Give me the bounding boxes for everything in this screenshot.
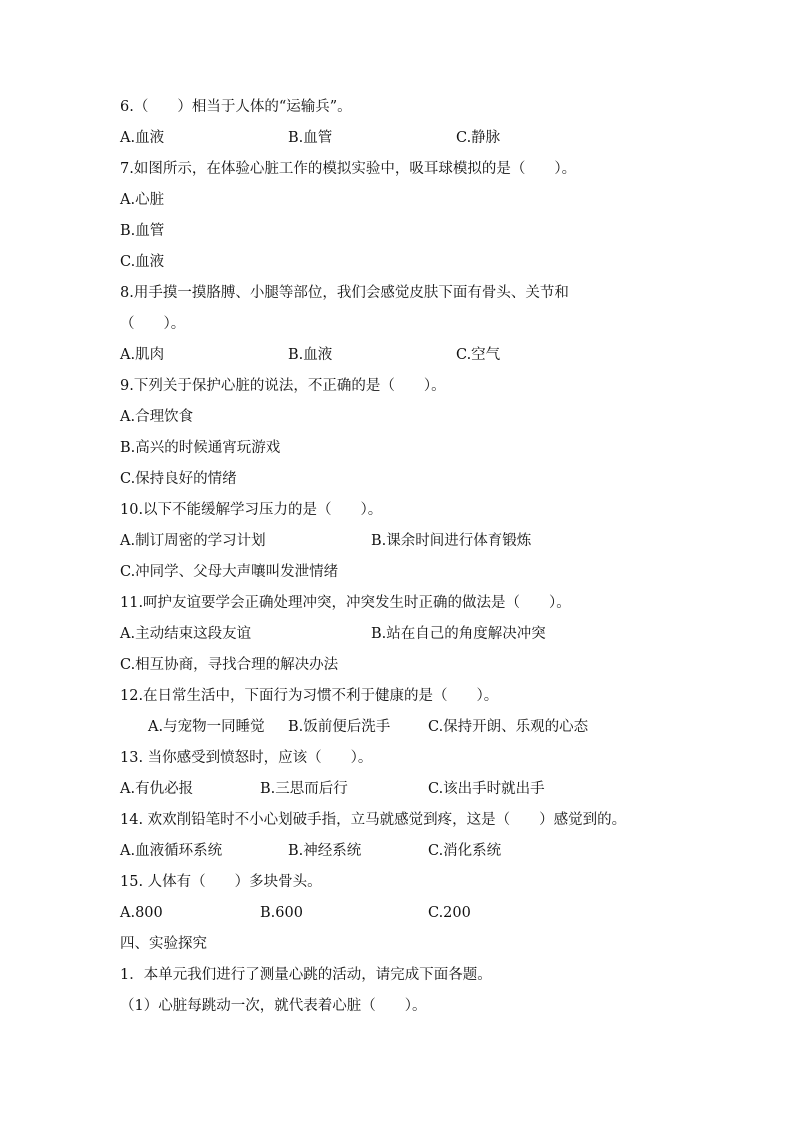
q9-stem: 9.下列关于保护心脏的说法，不正确的是（ ）。	[120, 378, 446, 394]
q13-option-b: B.三思而后行	[260, 781, 348, 797]
q11-option-c: C.相互协商，寻找合理的解决办法	[120, 657, 339, 673]
q10-option-a: A.制订周密的学习计划	[120, 533, 266, 549]
q11-option-a: A.主动结束这段友谊	[120, 626, 252, 642]
q10-option-c: C.冲同学、父母大声嚷叫发泄情绪	[120, 564, 339, 580]
experiment-q1: 1．本单元我们进行了测量心跳的活动，请完成下面各题。	[120, 967, 492, 983]
q7-option-c: C.血液	[120, 254, 165, 270]
q15-stem: 15. 人体有（ ）多块骨头。	[120, 874, 322, 890]
q9-option-a: A.合理饮食	[120, 409, 194, 425]
q9-option-c: C.保持良好的情绪	[120, 471, 237, 487]
q11-option-b: B.站在自己的角度解决冲突	[371, 626, 546, 642]
q6-option-b: B.血管	[288, 130, 333, 146]
q12-stem: 12.在日常生活中，下面行为习惯不利于健康的是（ ）。	[120, 688, 499, 704]
experiment-q1-part1: （1）心脏每跳动一次，就代表着心脏（ ）。	[120, 998, 427, 1014]
q8-option-a: A.肌肉	[120, 347, 165, 363]
q10-stem: 10.以下不能缓解学习压力的是（ ）。	[120, 502, 383, 518]
q12-option-a: A.与宠物一同睡觉	[148, 719, 265, 735]
q6-option-a: A.血液	[120, 130, 165, 146]
q14-option-a: A.血液循环系统	[120, 843, 223, 859]
q8-stem-line2: （ ）。	[120, 316, 186, 332]
q14-option-b: B.神经系统	[288, 843, 362, 859]
q10-option-b: B.课余时间进行体育锻炼	[371, 533, 532, 549]
q15-option-c: C.200	[428, 905, 471, 921]
q15-option-a: A.800	[120, 905, 163, 921]
q8-option-b: B.血液	[288, 347, 333, 363]
q8-stem-line1: 8.用手摸一摸胳膊、小腿等部位，我们会感觉皮肤下面有骨头、关节和	[120, 285, 569, 301]
q11-stem: 11.呵护友谊要学会正确处理冲突，冲突发生时正确的做法是（ ）。	[120, 595, 571, 611]
q7-option-a: A.心脏	[120, 192, 165, 208]
q12-option-c: C.保持开朗、乐观的心态	[428, 719, 589, 735]
q8-option-c: C.空气	[456, 347, 501, 363]
q15-option-b: B.600	[260, 905, 303, 921]
q14-option-c: C.消化系统	[428, 843, 502, 859]
q14-stem: 14. 欢欢削铅笔时不小心划破手指，立马就感觉到疼，这是（ ）感觉到的。	[120, 812, 627, 828]
q7-option-b: B.血管	[120, 223, 165, 239]
q6-stem: 6.（ ）相当于人体的“运输兵”。	[120, 99, 352, 115]
q9-option-b: B.高兴的时候通宵玩游戏	[120, 440, 281, 456]
q13-stem: 13. 当你感受到愤怒时，应该（ ）。	[120, 750, 373, 766]
section-title: 四、实验探究	[120, 936, 207, 952]
q13-option-a: A.有仇必报	[120, 781, 194, 797]
q12-option-b: B.饭前便后洗手	[288, 719, 391, 735]
q7-stem: 7.如图所示，在体验心脏工作的模拟实验中，吸耳球模拟的是（ ）。	[120, 161, 577, 177]
q6-option-c: C.静脉	[456, 130, 501, 146]
q13-option-c: C.该出手时就出手	[428, 781, 545, 797]
